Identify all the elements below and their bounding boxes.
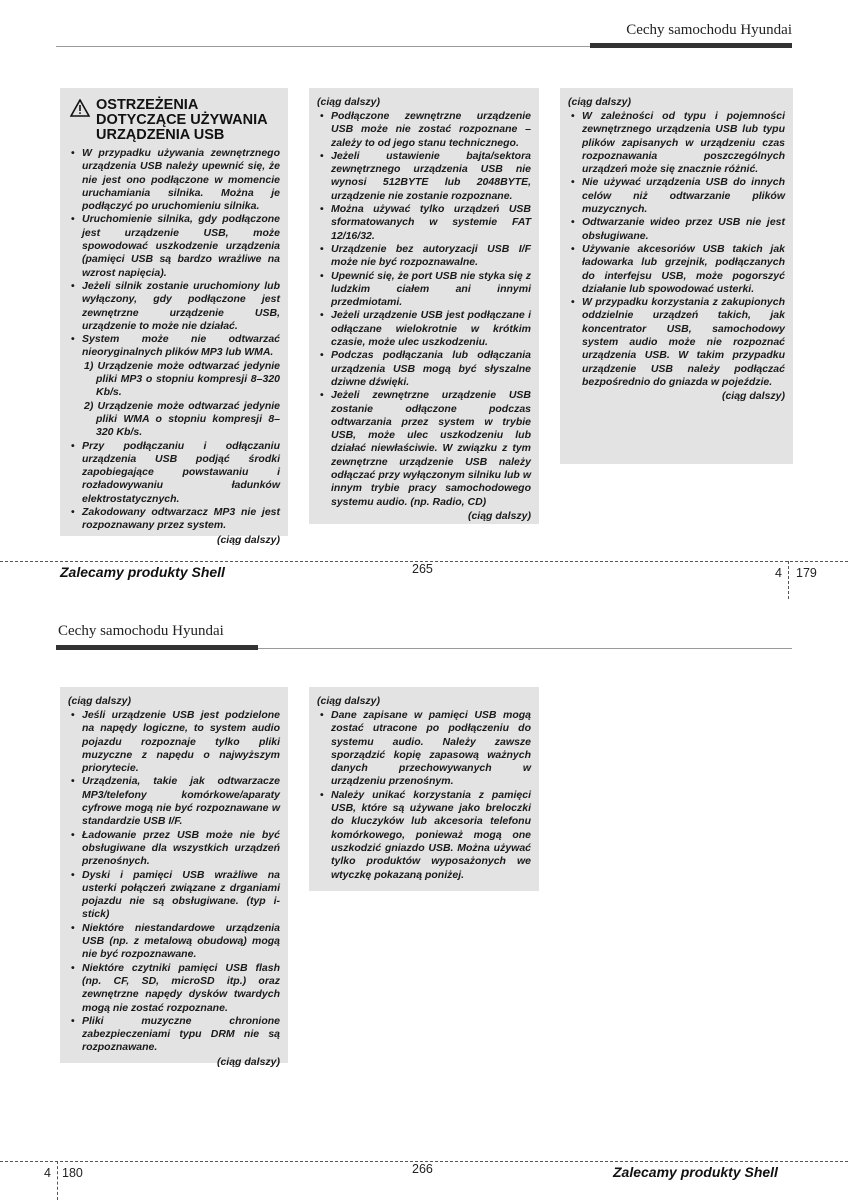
sheet-page-number: 265 <box>412 562 433 576</box>
warning-heading <box>70 98 280 143</box>
list-item: • Dyski i pamięci USB wrażliwe na usterki połączeń związane z drganiami pojazdu nie są obsługiwane. (typ i-stick) <box>68 869 280 922</box>
list-item: • Urządzenia, takie jak odtwarzacze MP3/telefony komórkowe/aparaty cyfrowe mogą nie być rozpoznawane w standardzie USB I/F. <box>68 775 280 828</box>
list-item: • Używanie akcesoriów USB takich jak ładowarka lub grzejnik, podłączanych do interfejsu USB, może pogorszyć działanie lub spowodować usterki. <box>568 243 785 296</box>
list-item: • Można używać tylko urządzeń USB sformatowanych w systemie FAT 12/16/32. <box>317 203 531 243</box>
header-rule-thick <box>590 43 792 48</box>
list-item: • W przypadku korzystania z zakupionych oddzielnie urządzeń takich, jak koncentrator USB, samochodowy system audio może nie rozpoznać urządzenia USB. W takim przypadku urządzenie USB należy podłączać bezpośrednio do gniazda w pojeździe. <box>568 296 785 389</box>
sub-item: 2) Urządzenie może odtwarzać jedynie pliki WMA o stopniu kompresji 8–320 Kb/s. <box>84 399 280 439</box>
list-item: • Należy unikać korzystania z pamięci USB, które są używane jako breloczki do kluczyków lub akcesoria telefonu komórkowego, ponieważ mogą one uszkodzić gniazdo USB. Można używać tylko produktów wyposażonych we wtyczkę pokazaną poniżej. <box>317 789 531 882</box>
warning-box-usb <box>60 88 288 546</box>
info-list <box>317 709 531 882</box>
list-item: • Urządzenie bez autoryzacji USB I/F może nie być rozpoznawalne. <box>317 243 531 270</box>
list-item: • W przypadku używania zewnętrznego urządzenia USB należy upewnić się, że nie jest ono podłączone w momencie uruchamiania silnika. Można je podłączyć po uruchomieniu silnika. <box>68 147 280 213</box>
continued-footer: (ciąg dalszy) <box>216 533 280 546</box>
list-item: • Podłączone zewnętrzne urządzenie USB może nie zostać rozpoznane – zależy to od jego stanu technicznego. <box>317 110 531 150</box>
continued-footer: (ciąg dalszy) <box>721 390 785 403</box>
continued-footer: (ciąg dalszy) <box>467 509 531 522</box>
list-item: • Upewnić się, że port USB nie styka się z ludzkim ciałem ani innymi przedmiotami. <box>317 270 531 310</box>
warning-list-continued <box>68 440 280 533</box>
page-header-bottom: Cechy samochodu Hyundai <box>58 623 224 639</box>
list-item: • Jeżeli urządzenie USB jest podłączane i odłączane wielokrotnie w krótkim czasie, może ulec uszkodzeniu. <box>317 309 531 349</box>
sub-item: 1) Urządzenie może odtwarzać jedynie pliki MP3 o stopniu kompresji 8–320 Kb/s. <box>84 359 280 399</box>
continued-header: (ciąg dalszy) <box>68 695 132 707</box>
list-item: • Jeżeli zewnętrzne urządzenie USB zostanie odłączone podczas odtwarzania przez system w trybie USB, może ulec uszkodzeniu lub działać niewłaściwie. W związku z tym zewnętrzne urządzenie USB należy odłączać przy wyłączonym silniku lub w innym trybie pracy samochodowego systemu audio. (np. Radio, CD) <box>317 389 531 509</box>
list-item: • Pliki muzyczne chronione zabezpieczeniami typu DRM nie są rozpoznawane. <box>68 1015 280 1055</box>
list-item: • Ładowanie przez USB może nie być obsługiwane dla wszystkich urządzeń przenośnych. <box>68 829 280 869</box>
list-item: • Uruchomienie silnika, gdy podłączone jest urządzenie USB, może spowodować uszkodzenie urządzenia (pamięci USB są bardzo wrażliwe na wzrost napięcia). <box>68 213 280 279</box>
list-item: • Zakodowany odtwarzacz MP3 nie jest rozpoznawany przez system. <box>68 506 280 533</box>
page-number: 180 <box>62 1166 83 1180</box>
list-item: • System może nie odtwarzać nieoryginalnych plików MP3 lub WMA. <box>68 333 280 360</box>
list-item: • Jeśli urządzenie USB jest podzielone na napędy logiczne, to system audio pojazdu rozpoznaje tylko pliki muzyczne z napędu o najwyższym priorytecie. <box>68 709 280 775</box>
info-list <box>68 709 280 1055</box>
warning-title-line: DOTYCZĄCE UŻYWANIA <box>96 112 268 128</box>
list-item: • W zależności od typu i pojemności zewnętrznego urządzenia USB lub typu plików zapisanych w urządzeniu czas rozpoznawania poszczególnych urządzeń może się znacznie różnić. <box>568 110 785 176</box>
footer-dashed-divider <box>57 1161 58 1200</box>
info-list <box>568 110 785 389</box>
list-item: • Niektóre czytniki pamięci USB flash (np. CF, SD, microSD itp.) oraz zewnętrzne napędy dysków twardych mogą nie zostać rozpoznane. <box>68 962 280 1015</box>
footer-shell-recommendation: Zalecamy produkty Shell <box>60 564 225 580</box>
info-list <box>317 110 531 509</box>
warning-title <box>96 98 268 143</box>
info-box-col2 <box>309 88 539 524</box>
warning-list <box>68 147 280 360</box>
list-item: • Nie używać urządzenia USB do innych celów niż odtwarzanie plików muzycznych. <box>568 176 785 216</box>
footer-dashed-divider <box>788 561 789 599</box>
continued-footer: (ciąg dalszy) <box>216 1055 280 1068</box>
warning-title-line: OSTRZEŻENIA <box>96 97 199 113</box>
sheet-page-number: 266 <box>412 1162 433 1176</box>
list-item: • Jeżeli ustawienie bajta/sektora zewnętrznego urządzenia USB nie wynosi 512BYTE lub 2048BYTE, urządzenie nie zostanie rozpoznane. <box>317 150 531 203</box>
continued-header: (ciąg dalszy) <box>568 96 632 108</box>
list-item: • Dane zapisane w pamięci USB mogą zostać utracone po podłączeniu do systemu audio. Należy zawsze sporządzić kopię zapasową ważnych danych przechowywanych w urządzeniu przenośnym. <box>317 709 531 789</box>
page-header-top: Cechy samochodu Hyundai <box>626 22 792 38</box>
list-item: • Przy podłączaniu i odłączaniu urządzenia USB podjąć środki zapobiegające powstawaniu i rozładowywaniu ładunków elektrostatycznych. <box>68 440 280 506</box>
chapter-number: 4 <box>775 566 782 580</box>
footer-shell-recommendation: Zalecamy produkty Shell <box>613 1164 778 1180</box>
continued-header: (ciąg dalszy) <box>317 695 381 707</box>
list-item: • Podczas podłączania lub odłączania urządzenia USB mogą być słyszalne dziwne dźwięki. <box>317 349 531 389</box>
warning-title-line: URZĄDZENIA USB <box>96 127 225 143</box>
warning-triangle-icon <box>70 99 90 117</box>
info-box-bottom-col2 <box>309 687 539 891</box>
continued-header: (ciąg dalszy) <box>317 96 381 108</box>
list-item: • Niektóre niestandardowe urządzenia USB (np. z metalową obudową) mogą nie być rozpoznawane. <box>68 922 280 962</box>
info-box-col3 <box>560 88 793 464</box>
page-number: 179 <box>796 566 817 580</box>
list-item: • Odtwarzanie wideo przez USB nie jest obsługiwane. <box>568 216 785 243</box>
chapter-number: 4 <box>44 1166 51 1180</box>
list-item: • Jeżeli silnik zostanie uruchomiony lub wyłączony, gdy podłączone jest zewnętrzne urządzenie USB, urządzenie to może nie działać. <box>68 280 280 333</box>
info-box-bottom-col1 <box>60 687 288 1068</box>
header-rule-thick <box>56 645 258 650</box>
